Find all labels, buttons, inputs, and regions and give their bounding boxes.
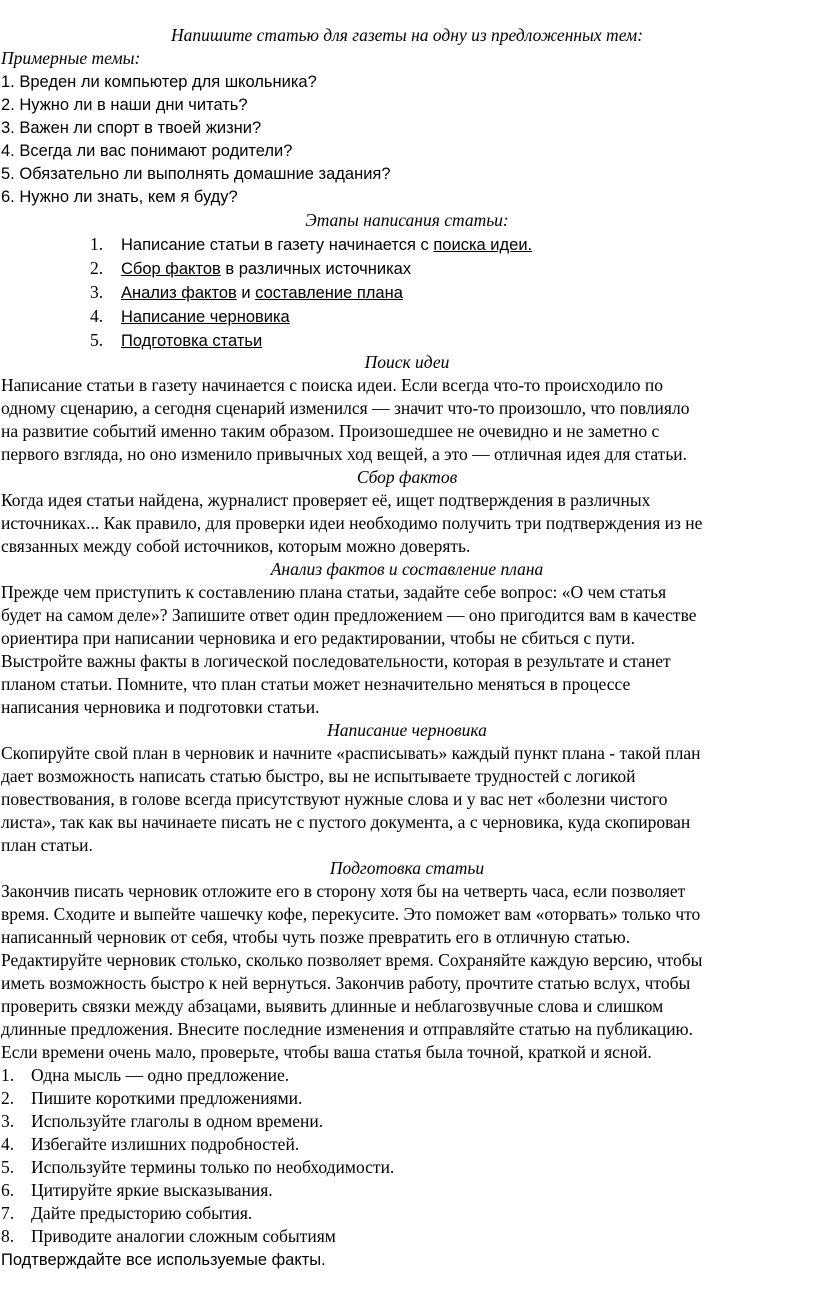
topics-heading: Примерные темы: <box>1 48 141 68</box>
stage-number: 4. <box>90 306 104 326</box>
stage-number: 3. <box>90 282 104 302</box>
tip-number: 4. <box>1 1134 15 1154</box>
stage-item <box>90 257 411 281</box>
tip-text: Пишите короткими предложениями. <box>31 1088 303 1108</box>
tip-text: Используйте глаголы в одном времени. <box>31 1111 324 1131</box>
paragraph-line: Если времени очень мало, проверьте, чтобы ваша статья была точной, краткой и ясной. <box>1 1042 652 1062</box>
stage-link: Написание черновика <box>121 308 290 326</box>
tip-number: 7. <box>1 1203 15 1223</box>
paragraph-line: длинные предложения. Внесите последние изменения и отправляйте статью на публикацию. <box>1 1019 694 1039</box>
tip-number: 2. <box>1 1088 15 1108</box>
paragraph-line: на развитие событий именно таким образом. Произошедшее не очевидно и не заметно с <box>1 421 660 441</box>
paragraph-line: Скопируйте свой план в черновик и начните «расписывать» каждый пункт плана - такой план <box>1 743 701 763</box>
stage-number: 2. <box>90 258 104 278</box>
page-title: Напишите статью для газеты на одну из предложенных тем: <box>170 25 644 45</box>
stage-link: Подготовка статьи <box>121 332 263 350</box>
section-heading: Сбор фактов <box>356 467 458 487</box>
tip-number: 6. <box>1 1180 15 1200</box>
paragraph-line: будет на самом деле»? Запишите ответ один предложением — оно пригодится вам в качестве <box>1 605 697 625</box>
stage-link: поиска идеи. <box>433 236 533 254</box>
tip-item <box>1 1156 394 1179</box>
tip-text: Используйте термины только по необходимости. <box>31 1157 395 1177</box>
stage-item <box>90 281 403 305</box>
tip-text: Избегайте излишних подробностей. <box>31 1134 300 1154</box>
paragraph-line: написанный черновик от себя, чтобы чуть позже превратить его в отличную статью. <box>1 927 631 947</box>
tip-number: 5. <box>1 1157 15 1177</box>
paragraph-line: план статьи. <box>1 835 93 855</box>
tip-number: 1. <box>1 1065 15 1085</box>
topic-item: 6. Нужно ли знать, кем я буду? <box>1 188 238 206</box>
paragraph-line: проверить связки между абзацами, выявить длинные и неблагозвучные слова и слишком <box>1 996 664 1016</box>
tip-item <box>1 1225 336 1248</box>
tip-item <box>1 1133 299 1156</box>
tip-item <box>1 1179 273 1202</box>
tip-text: Дайте предысторию события. <box>31 1203 253 1223</box>
stage-item <box>90 305 290 329</box>
tip-item <box>1 1087 302 1110</box>
tip-item <box>1 1064 289 1087</box>
topic-item: 1. Вреден ли компьютер для школьника? <box>1 73 317 91</box>
tip-item <box>1 1110 323 1133</box>
stage-link: Сбор фактов <box>121 260 221 278</box>
final-note: Подтверждайте все используемые факты. <box>1 1251 326 1269</box>
stage-number: 1. <box>90 234 104 254</box>
topic-item: 2. Нужно ли в наши дни читать? <box>1 96 248 114</box>
paragraph-line: написания черновика и подготовки статьи. <box>1 697 320 717</box>
paragraph-line: Выстройте важны факты в логической последовательности, которая в результате и станет <box>1 651 671 671</box>
paragraph-line: планом статьи. Помните, что план статьи может незначительно меняться в процессе <box>1 674 631 694</box>
stage-text: в различных источниках <box>220 260 412 278</box>
tip-item <box>1 1202 252 1225</box>
topic-item: 3. Важен ли спорт в твоей жизни? <box>1 119 262 137</box>
paragraph-line: время. Сходите и выпейте чашечку кофе, перекусите. Это поможет вам «оторвать» только что <box>1 904 701 924</box>
paragraph-line: Написание статьи в газету начинается с поиска идеи. Если всегда что-то происходило по <box>1 375 663 395</box>
stage-link: составление плана <box>255 284 403 302</box>
paragraph-line: повествования, в голове всегда присутствуют нужные слова и у вас нет «болезни чистого <box>1 789 668 809</box>
section-heading: Подготовка статьи <box>329 858 485 878</box>
tip-text: Приводите аналогии сложным событиям <box>31 1226 336 1246</box>
tip-number: 8. <box>1 1226 15 1246</box>
stage-link: Анализ фактов <box>121 284 237 302</box>
stage-number: 5. <box>90 330 104 350</box>
tip-text: Одна мысль — одно предложение. <box>31 1065 290 1085</box>
stage-item <box>90 329 262 353</box>
paragraph-line: источниках... Как правило, для проверки идеи необходимо получить три подтверждения из не <box>1 513 703 533</box>
stage-text: Написание статьи в газету начинается с <box>121 236 434 254</box>
paragraph-line: Когда идея статьи найдена, журналист проверяет её, ищет подтверждения в различных <box>1 490 651 510</box>
section-heading: Написание черновика <box>327 720 487 740</box>
paragraph-line: одному сценарию, а сегодня сценарий изменился — значит что-то произошло, что повлияло <box>1 398 690 418</box>
section-heading: Анализ фактов и составление плана <box>270 559 544 579</box>
paragraph-line: первого взгляда, но оно изменило привычных ход вещей, а это — отличная идея для статьи. <box>1 444 688 464</box>
stages-heading: Этапы написания статьи: <box>305 210 509 230</box>
topic-item: 4. Всегда ли вас понимают родители? <box>1 142 293 160</box>
tip-number: 3. <box>1 1111 15 1131</box>
paragraph-line: Прежде чем приступить к составлению плана статьи, задайте себе вопрос: «О чем статья <box>1 582 667 602</box>
paragraph-line: связанных между собой источников, которым можно доверять. <box>1 536 471 556</box>
paragraph-line: Редактируйте черновик столько, сколько позволяет время. Сохраняйте каждую версию, чтобы <box>1 950 703 970</box>
stage-text: и <box>236 284 256 302</box>
paragraph-line: Закончив писать черновик отложите его в сторону хотя бы на четверть часа, если позволяет <box>1 881 686 901</box>
paragraph-line: иметь возможность быстро к ней вернуться. Закончив работу, прочтите статью вслух, чтобы <box>1 973 691 993</box>
section-heading: Поиск идеи <box>364 352 450 372</box>
paragraph-line: ориентира при написании черновика и его редактировании, чтобы не сбиться с пути. <box>1 628 636 648</box>
stage-item <box>90 233 532 257</box>
paragraph-line: дает возможность написать статью быстро, вы не испытываете трудностей с логикой <box>1 766 636 786</box>
topic-item: 5. Обязательно ли выполнять домашние задания? <box>1 165 391 183</box>
paragraph-line: листа», так как вы начинаете писать не с пустого документа, а с черновика, куда скопирован <box>1 812 691 832</box>
tip-text: Цитируйте яркие высказывания. <box>31 1180 273 1200</box>
